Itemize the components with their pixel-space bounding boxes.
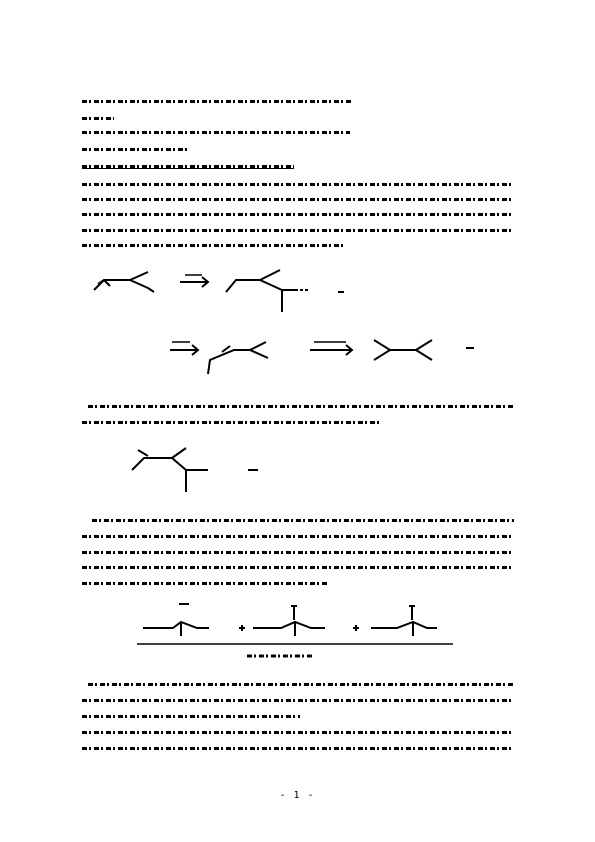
paragraph-4-line-1 — [88, 683, 514, 686]
paragraph-1-line-4 — [82, 229, 514, 232]
paragraph-2-line-2 — [82, 421, 382, 424]
paragraph-1-line-2 — [82, 198, 514, 201]
section-heading — [82, 165, 294, 169]
fraction-equation — [135, 598, 455, 668]
paragraph-3-line-4 — [82, 566, 514, 569]
paragraph-1-line-1 — [82, 183, 514, 186]
paragraph-4-line-3 — [82, 715, 300, 718]
paragraph-5-line-2 — [82, 747, 514, 750]
paragraph-3-line-2 — [82, 535, 514, 538]
header-line-1 — [82, 100, 352, 103]
paragraph-2-line-1 — [88, 405, 514, 408]
paragraph-5-line-1 — [82, 731, 514, 734]
page-number: - 1 - — [279, 790, 315, 801]
molecule-structure — [128, 440, 288, 500]
paragraph-4-line-2 — [82, 699, 514, 702]
reaction-scheme-1 — [90, 262, 490, 387]
paragraph-3-line-1 — [92, 519, 514, 522]
header-line-4 — [82, 148, 189, 151]
header-line-3 — [82, 131, 350, 134]
header-line-2 — [82, 117, 114, 120]
paragraph-3-line-3 — [82, 551, 514, 554]
paragraph-1-line-5 — [82, 244, 344, 247]
paragraph-3-line-5 — [82, 582, 328, 585]
paragraph-1-line-3 — [82, 213, 514, 216]
